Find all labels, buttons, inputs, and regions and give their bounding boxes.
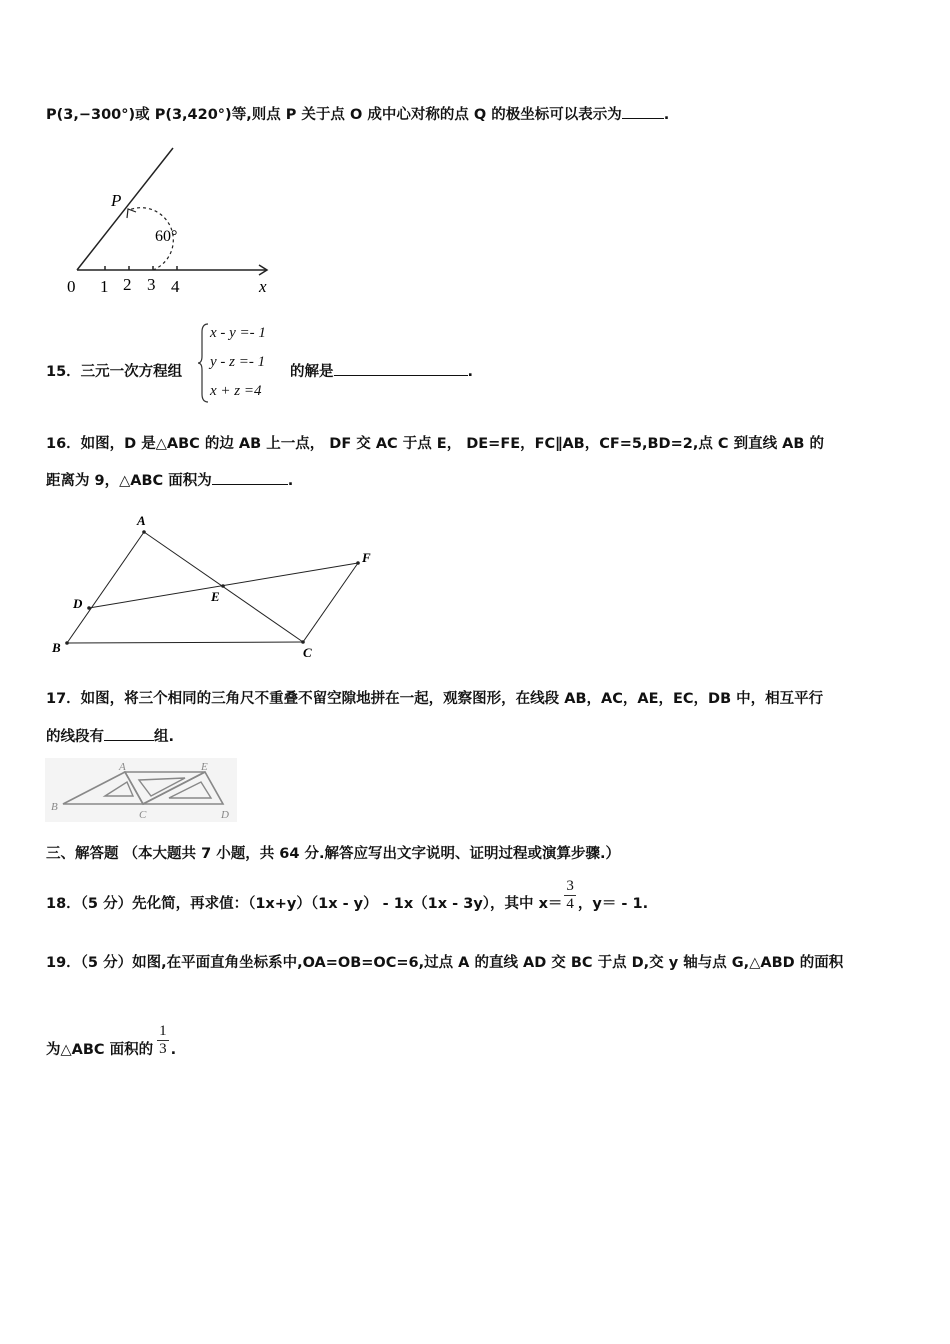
q16-line-2-before: 距离为 9，△ABC 面积为	[46, 473, 212, 489]
q15-answer-blank	[334, 361, 468, 376]
q14-tick-label-2: 2	[123, 275, 132, 294]
q14-tick-label-0: 0	[67, 277, 76, 296]
q19-line-1: 19．（5 分）如图,在平面直角坐标系中,OA=OB=OC=6,过点 A 的直线 AD 交 BC 于点 D,交 y 轴与点 G,△ABD 的面积	[46, 955, 844, 971]
q14-polar-figure	[55, 140, 285, 300]
q16-label-d: D	[73, 596, 83, 611]
q17-label-a: A	[119, 761, 126, 773]
q14-label-p: P	[111, 191, 122, 210]
q14-text	[46, 103, 669, 124]
q17-label-c: C	[139, 809, 147, 821]
q16-label-e: E	[211, 589, 220, 604]
q19-frac-den: 3	[159, 1040, 167, 1057]
q19-line-2-after: .	[170, 1042, 177, 1058]
q16-triangle-figure	[45, 510, 385, 660]
q15-brace	[198, 322, 210, 404]
q14-text-after: .	[663, 107, 670, 123]
q16-line-2	[46, 469, 293, 490]
q14-tick-label-4: 4	[171, 277, 180, 296]
q19-fraction	[157, 1023, 169, 1058]
section-3-title: 三、解答题 （本大题共 7 小题，共 64 分.解答应写出文字说明、证明过程或演算步骤.）	[46, 846, 621, 862]
q17-line-2-after: 组.	[154, 729, 175, 745]
q16-label-a: A	[137, 513, 146, 528]
q15-equation-1: x - y =- 1	[210, 325, 266, 341]
q19-frac-num: 1	[159, 1022, 167, 1039]
q14-label-angle: 60°	[155, 228, 178, 245]
q17-label-e: E	[201, 761, 208, 773]
q17-set-squares-figure	[45, 758, 237, 822]
q15-text-before: 15．三元一次方程组	[46, 364, 183, 380]
q14-answer-blank	[622, 104, 664, 119]
q18-fraction	[564, 878, 576, 913]
q17-answer-blank	[104, 726, 154, 741]
q14-ray-op	[77, 148, 173, 270]
q18-text	[46, 877, 649, 913]
q16-line-2-after: .	[287, 473, 294, 489]
q19-line-2-before: 为△ABC 面积的	[46, 1042, 154, 1058]
q14-text-before: P(3,−300°)或 P(3,420°)等,则点 P 关于点 O 成中心对称的点 Q 的极坐标可以表示为	[46, 107, 622, 123]
q16-line-1: 16．如图，D 是△ABC 的边 AB 上一点， DF 交 AC 于点 E， DE=FE，FC∥AB，CF=5,BD=2,点 C 到直线 AB 的	[46, 436, 824, 452]
q17-line-1: 17．如图，将三个相同的三角尺不重叠不留空隙地拼在一起，观察图形，在线段 AB，AC，AE，EC，DB 中，相互平行	[46, 691, 824, 707]
q14-label-x: x	[259, 277, 267, 296]
q15-text-mid: 的解是	[290, 364, 334, 380]
q17-line-2	[46, 725, 174, 746]
q18-frac-den: 4	[566, 895, 574, 912]
q17-line-2-before: 的线段有	[46, 729, 104, 745]
q14-arc-arrow	[127, 209, 136, 218]
q15-equation-3: x + z =4	[210, 383, 262, 399]
q15-equation-system	[198, 322, 290, 404]
q16-label-c: C	[303, 645, 312, 660]
q19-line-2	[46, 1022, 177, 1059]
q14-tick-label-3: 3	[147, 275, 156, 294]
q17-label-b: B	[51, 801, 58, 813]
q14-tick-label-1: 1	[100, 277, 109, 296]
q18-text-before: 18．（5 分）先化简，再求值：（1x+y）（1x - y） - 1x（1x - 3y），其中 x＝	[46, 896, 563, 912]
q15-text-after	[290, 360, 473, 381]
q15-end: .	[467, 364, 474, 380]
q17-label-d: D	[221, 809, 229, 821]
q18-text-after: ，y＝ - 1.	[577, 896, 649, 912]
q15-equation-2: y - z =- 1	[210, 354, 266, 370]
q18-frac-num: 3	[566, 877, 574, 894]
q16-answer-blank	[212, 470, 288, 485]
q16-label-f: F	[362, 550, 371, 565]
q16-label-b: B	[52, 640, 61, 655]
